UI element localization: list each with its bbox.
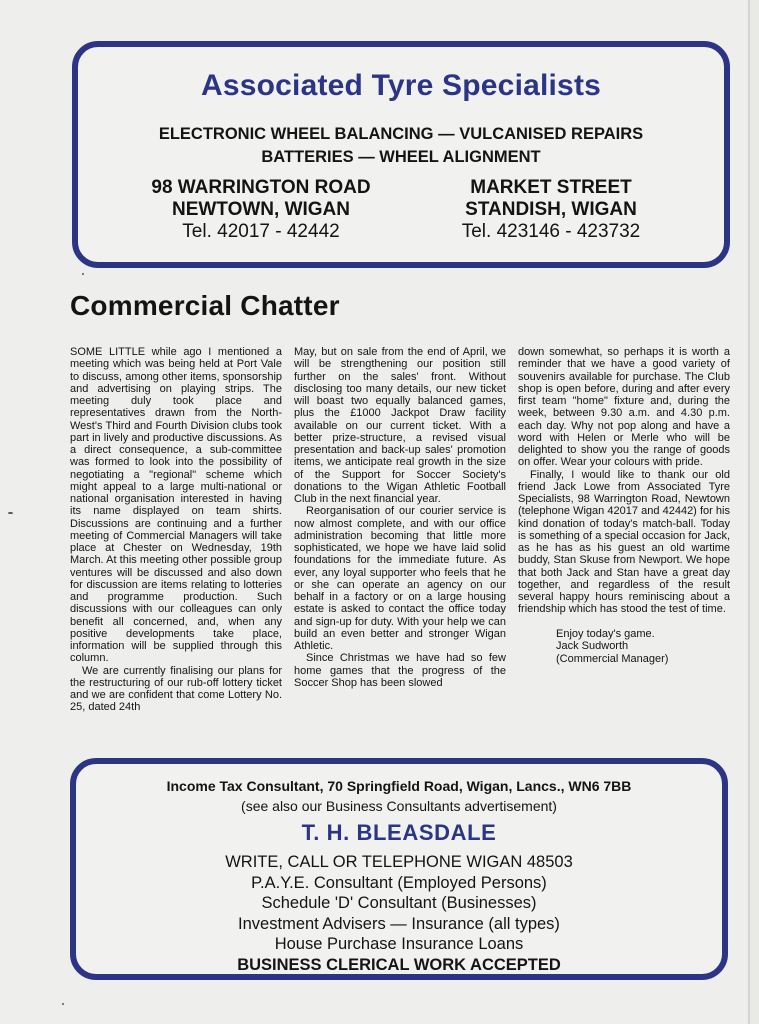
paragraph: May, but on sale from the end of April, we will be strengthening our position still further on the sales' front. Without disclosing too many details, our new ticket will boast two equally balanced games, plus the £1000 Jackpot Draw facility available on our current ticket. With a better prize-structure, a revised visual presentation and back-up sales' promotion items, we anticipate real growth in the size of the Support for Soccer Society's donations to the Wigan Athletic Football Club in the next financial year. bbox=[294, 346, 506, 505]
print-speck bbox=[62, 1003, 64, 1005]
article-heading: Commercial Chatter bbox=[70, 290, 340, 321]
advert-services bbox=[78, 123, 724, 169]
service-item: Investment Advisers — Insurance (all types) bbox=[238, 914, 560, 933]
article-column-1 bbox=[70, 346, 282, 714]
address-tel: Tel. 423146 - 423732 bbox=[461, 221, 641, 242]
address-newtown bbox=[106, 177, 416, 243]
address-town: NEWTOWN, WIGAN bbox=[171, 199, 350, 220]
advert-services-list bbox=[76, 852, 722, 975]
print-speck bbox=[8, 512, 13, 514]
advert-footer: BUSINESS CLERICAL WORK ACCEPTED bbox=[237, 955, 561, 974]
paragraph: Reorganisation of our courier service is now almost complete, and with our office administration becoming that little more sophisticated, we hope we have laid solid foundations for the immediate future. As ever, any loyal supporter who feels that he or she can operate an agency on our behalf in a factory or on a large housing estate is asked to contact the office today and sign-up for duty. With your help we can build an even better and stronger Wigan Athletic. bbox=[294, 505, 506, 652]
signoff-role: (Commercial Manager) bbox=[556, 652, 669, 665]
advert-name: T. H. BLEASDALE bbox=[301, 820, 497, 845]
address-street: MARKET STREET bbox=[470, 177, 632, 198]
advert-contact: WRITE, CALL OR TELEPHONE WIGAN 48503 bbox=[225, 853, 573, 871]
service-item: House Purchase Insurance Loans bbox=[274, 935, 524, 953]
paragraph: Finally, I would like to thank our old friend Jack Lowe from Associated Tyre Specialists, 98 Warrington Road, Newtown (telephone Wigan 42017 and 42442) for his kind donation of today's match-ball. Today is something of a special occasion for Jack, as he has as his guest an old wartime buddy, Stan Skuse from Newport. We hope that both Jack and Stan have a great day together, and regardless of the result several happy hours reminiscing about a friendship which has stood the test of time. bbox=[518, 468, 730, 616]
service-item: P.A.Y.E. Consultant (Employed Persons) bbox=[251, 873, 547, 892]
advert-note: (see also our Business Consultants advertisement) bbox=[241, 798, 557, 814]
signoff-author: Jack Sudworth bbox=[556, 640, 629, 652]
service-item: Schedule 'D' Consultant (Businesses) bbox=[261, 894, 537, 912]
advert-title: Associated Tyre Specialists bbox=[200, 69, 602, 102]
address-tel: Tel. 42017 - 42442 bbox=[182, 221, 340, 242]
signoff-greeting: Enjoy today's game. bbox=[556, 627, 655, 640]
bleasdale-advert bbox=[70, 758, 728, 980]
services-line-1: ELECTRONIC WHEEL BALANCING — VULCANISED REPAIRS bbox=[158, 125, 644, 143]
print-speck bbox=[82, 273, 84, 275]
advert-address: Income Tax Consultant, 70 Springfield Road, Wigan, Lancs., WN6 7BB bbox=[166, 778, 632, 794]
address-standish bbox=[396, 177, 706, 243]
paragraph: We are currently finalising our plans for the restructuring of our rub-off lottery ticket and we are confident that come Lottery No. 25, dated 24th bbox=[70, 664, 282, 714]
address-street: 98 WARRINGTON ROAD bbox=[151, 177, 371, 198]
article-signoff bbox=[518, 628, 730, 666]
paragraph: Since Christmas we have had so few home games that the progress of the Soccer Shop has been slowed bbox=[294, 652, 506, 689]
article-column-3 bbox=[518, 346, 730, 665]
paragraph: down somewhat, so perhaps it is worth a reminder that we have a good variety of souvenirs available for purchase. The Club shop is open before, during and after every first team "home" fixture and, during the week, between 9.30 a.m. and 4.30 p.m. each day. Why not pop along and have a word with Helen or Merle who will be delighted to show you the range of goods on offer. Wear your colours with pride. bbox=[518, 346, 730, 469]
paragraph: SOME LITTLE while ago I mentioned a meeting which was being held at Port Vale to discuss, among other items, sponsorship and advertising on playing strips. The meeting duly took place and representatives drawn from the North-West's Third and Fourth Division clubs took part in lively and productive discussions. As a direct consequence, a sub-committee was formed to look into the possibility of negotiating a "regional" scheme which might appeal to a large multi-national or national organisation interested in having its name displayed on team shirts. Discussions are continuing and a further meeting of Commercial Managers will take place at Chester on Wednesday, 19th March. At this meeting other possible group ventures will be discussed and also down for discussion are items relating to lotteries and programme production. Such discussions with our colleagues can only benefit all concerned, and, when any positive developments take place, information will be supplied through this column. bbox=[70, 346, 282, 665]
tyre-specialists-advert bbox=[72, 41, 730, 268]
address-town: STANDISH, WIGAN bbox=[465, 199, 637, 220]
services-line-2: BATTERIES — WHEEL ALIGNMENT bbox=[261, 148, 541, 166]
article-column-2 bbox=[294, 346, 506, 689]
article-body bbox=[70, 346, 734, 740]
